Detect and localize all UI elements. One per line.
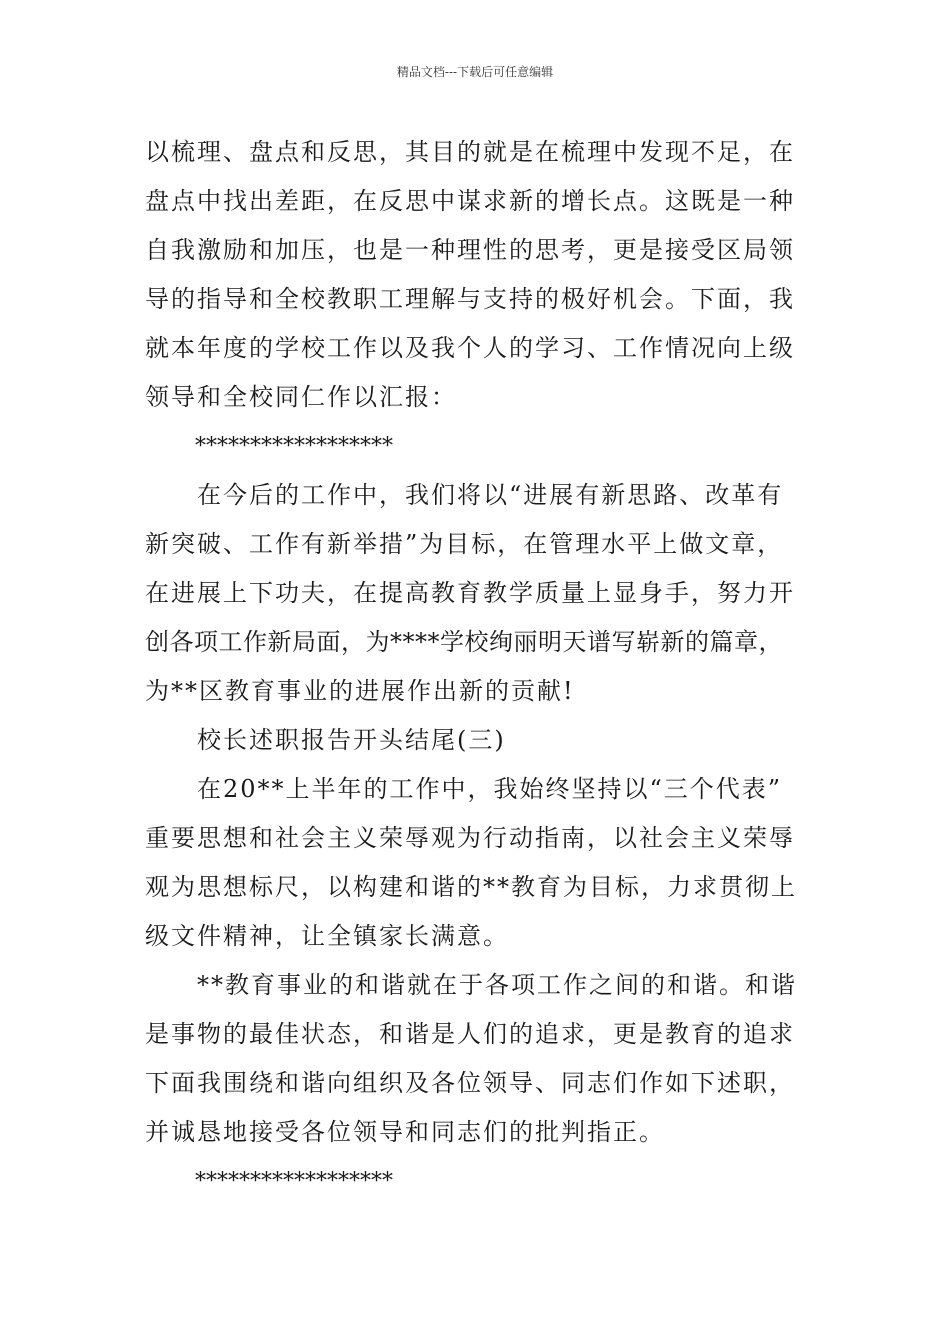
text-line: 观为思想标尺，以构建和谐的**教育为目标，力求贯彻上 (145, 873, 797, 901)
text-line: 以梳理、盘点和反思，其目的就是在梳理中发现不足，在 (145, 138, 795, 166)
text-line: 导的指导和全校教职工理解与支持的极好机会。下面，我 (145, 285, 795, 313)
text-line: 为**区教育事业的进展作出新的贡献! (145, 677, 575, 705)
page-header: 精品文档---下载后可任意编辑 (396, 65, 554, 79)
text-line: 就本年度的学校工作以及我个人的学习、工作情况向上级 (145, 334, 795, 362)
text-line: 盘点中找出差距，在反思中谋求新的增长点。这既是一种 (145, 187, 795, 215)
text-line: 在今后的工作中，我们将以“进展有新思路、改革有 (197, 481, 784, 509)
document-body (145, 128, 825, 1206)
text-line: 是事物的最佳状态，和谐是人们的追求，更是教育的追求 (145, 1020, 795, 1048)
text-line: 新突破、工作有新举措”为目标，在管理水平上做文章， (145, 530, 784, 558)
text-line: 下面我围绕和谐向组织及各位领导、同志们作如下述职， (145, 1069, 795, 1097)
separator-line: ****************** (195, 1169, 393, 1194)
text-line: **教育事业的和谐就在于各项工作之间的和谐。和谐 (197, 971, 797, 999)
text-line: 领导和全校同仁作以汇报： (145, 383, 457, 411)
text-line: 级文件精神，让全镇家长满意。 (145, 922, 509, 950)
text-line: 校长述职报告开头结尾(三) (197, 726, 506, 754)
text-line: 在20**上半年的工作中，我始终坚持以“三个代表” (197, 775, 783, 803)
separator-line: ****************** (195, 434, 393, 459)
text-line: 创各项工作新局面，为****学校绚丽明天谱写崭新的篇章， (145, 628, 783, 656)
text-line: 重要思想和社会主义荣辱观为行动指南，以社会主义荣辱 (145, 824, 795, 852)
text-line: 并诚恳地接受各位领导和同志们的批判指正。 (145, 1118, 665, 1146)
text-line: 在进展上下功夫，在提高教育教学质量上显身手，努力开 (145, 579, 795, 607)
text-line: 自我激励和加压，也是一种理性的思考，更是接受区局领 (145, 236, 795, 264)
